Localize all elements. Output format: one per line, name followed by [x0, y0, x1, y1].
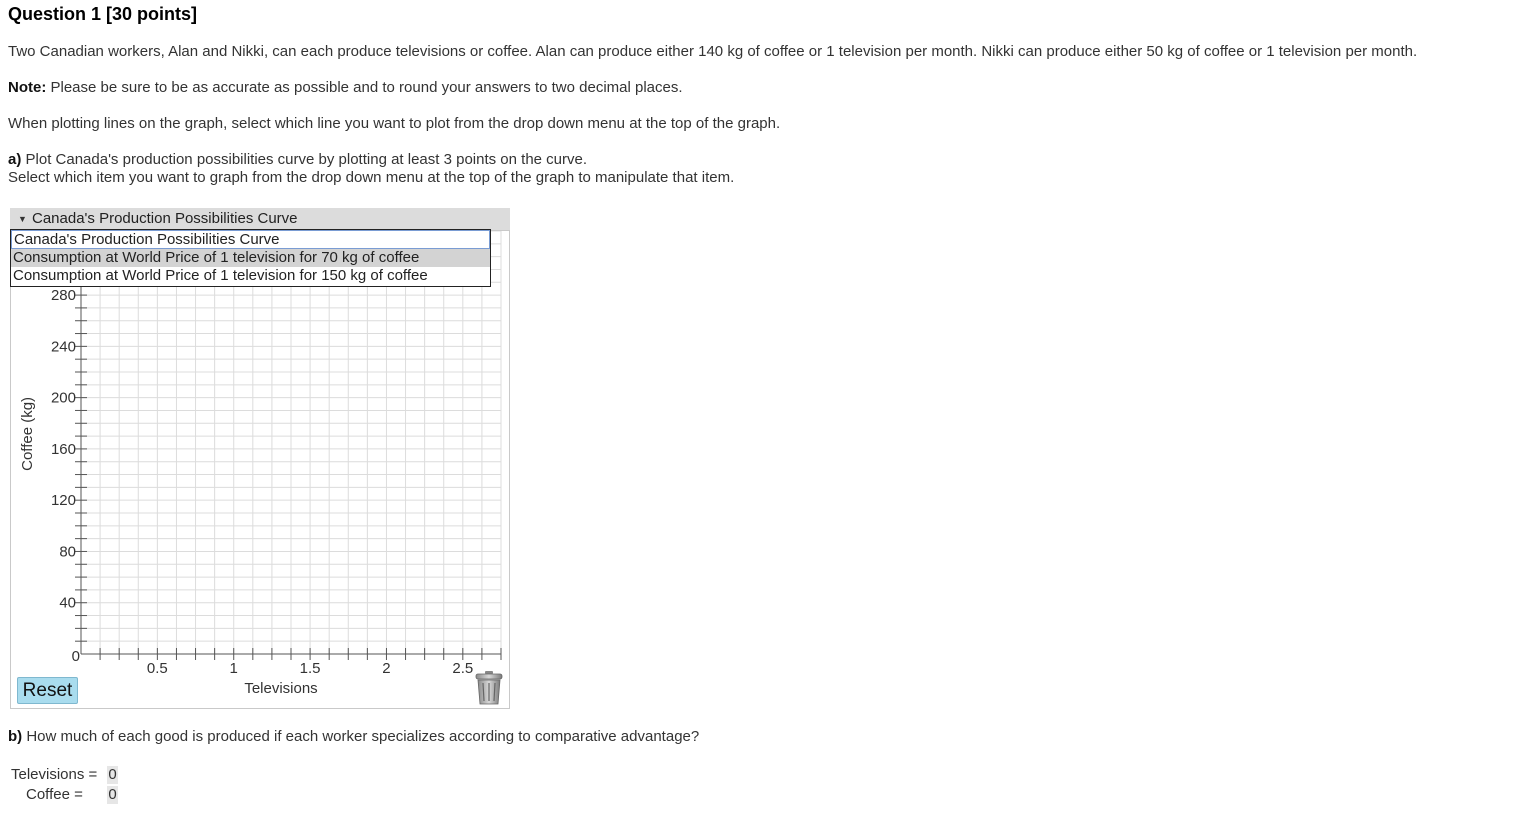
y-tick-label: 120 [50, 492, 76, 510]
y-tick-label: 200 [50, 389, 76, 407]
televisions-answer-input[interactable]: 0 [108, 766, 117, 783]
graph-selector[interactable] [10, 208, 510, 230]
part-b-label: b) [8, 728, 23, 745]
origin-label: 0 [71, 648, 80, 665]
televisions-answer-label: Televisions = [11, 766, 98, 783]
note-paragraph [8, 79, 683, 96]
x-tick-label: 0.5 [146, 660, 168, 677]
graph-dropdown-list[interactable] [10, 229, 491, 287]
reset-button[interactable]: Reset [17, 677, 78, 704]
intro-text: Two Canadian workers, Alan and Nikki, can each produce televisions or coffee. Alan can produce either 140 kg of coffee or 1 television per month. Nikki can produce either 50 kg of coffee or 1 television per month. [8, 43, 1418, 60]
x-tick-label: 1.5 [299, 660, 321, 677]
graph-canvas[interactable] [11, 231, 509, 708]
graph-selector-label: Canada's Production Possibilities Curve [32, 210, 298, 227]
y-tick-label: 40 [59, 594, 76, 612]
x-tick-label: 2 [382, 660, 391, 677]
part-a-line2: Select which item you want to graph from the drop down menu at the top of the graph to manipulate that item. [8, 169, 735, 186]
part-a-paragraph [8, 151, 587, 168]
question-title: Question 1 [30 points] [8, 4, 198, 24]
part-b-paragraph [8, 728, 699, 745]
note-label: Note: [8, 79, 47, 96]
x-tick-label: 1 [229, 660, 238, 677]
part-a-label: a) [8, 151, 22, 168]
coffee-answer-label: Coffee = [26, 786, 83, 803]
y-tick-label: 280 [50, 287, 76, 305]
triangle-down-icon: ▼ [18, 214, 27, 224]
dropdown-option-150kg[interactable]: Consumption at World Price of 1 television for 150 kg of coffee [13, 267, 428, 284]
y-tick-label: 80 [59, 543, 76, 561]
y-axis-title: Coffee (kg) [19, 396, 36, 471]
x-axis-title: Televisions [244, 680, 318, 697]
dropdown-option-70kg[interactable]: Consumption at World Price of 1 television for 70 kg of coffee [11, 249, 490, 267]
note-text: Please be sure to be as accurate as possible and to round your answers to two decimal places. [46, 79, 683, 96]
graph-area[interactable] [10, 230, 510, 709]
y-tick-label: 240 [50, 338, 76, 356]
dropdown-option-ppc[interactable]: Canada's Production Possibilities Curve [11, 230, 490, 249]
coffee-answer-input[interactable]: 0 [108, 786, 117, 803]
plot-instruction: When plotting lines on the graph, select which line you want to plot from the drop down menu at the top of the graph. [8, 115, 781, 132]
part-b-text: How much of each good is produced if each worker specializes according to comparative advantage? [22, 728, 700, 745]
trash-icon[interactable] [473, 670, 505, 706]
x-tick-label: 2.5 [452, 660, 474, 677]
part-a-text: Plot Canada's production possibilities curve by plotting at least 3 points on the curve. [21, 151, 588, 168]
y-tick-label: 160 [50, 440, 76, 458]
